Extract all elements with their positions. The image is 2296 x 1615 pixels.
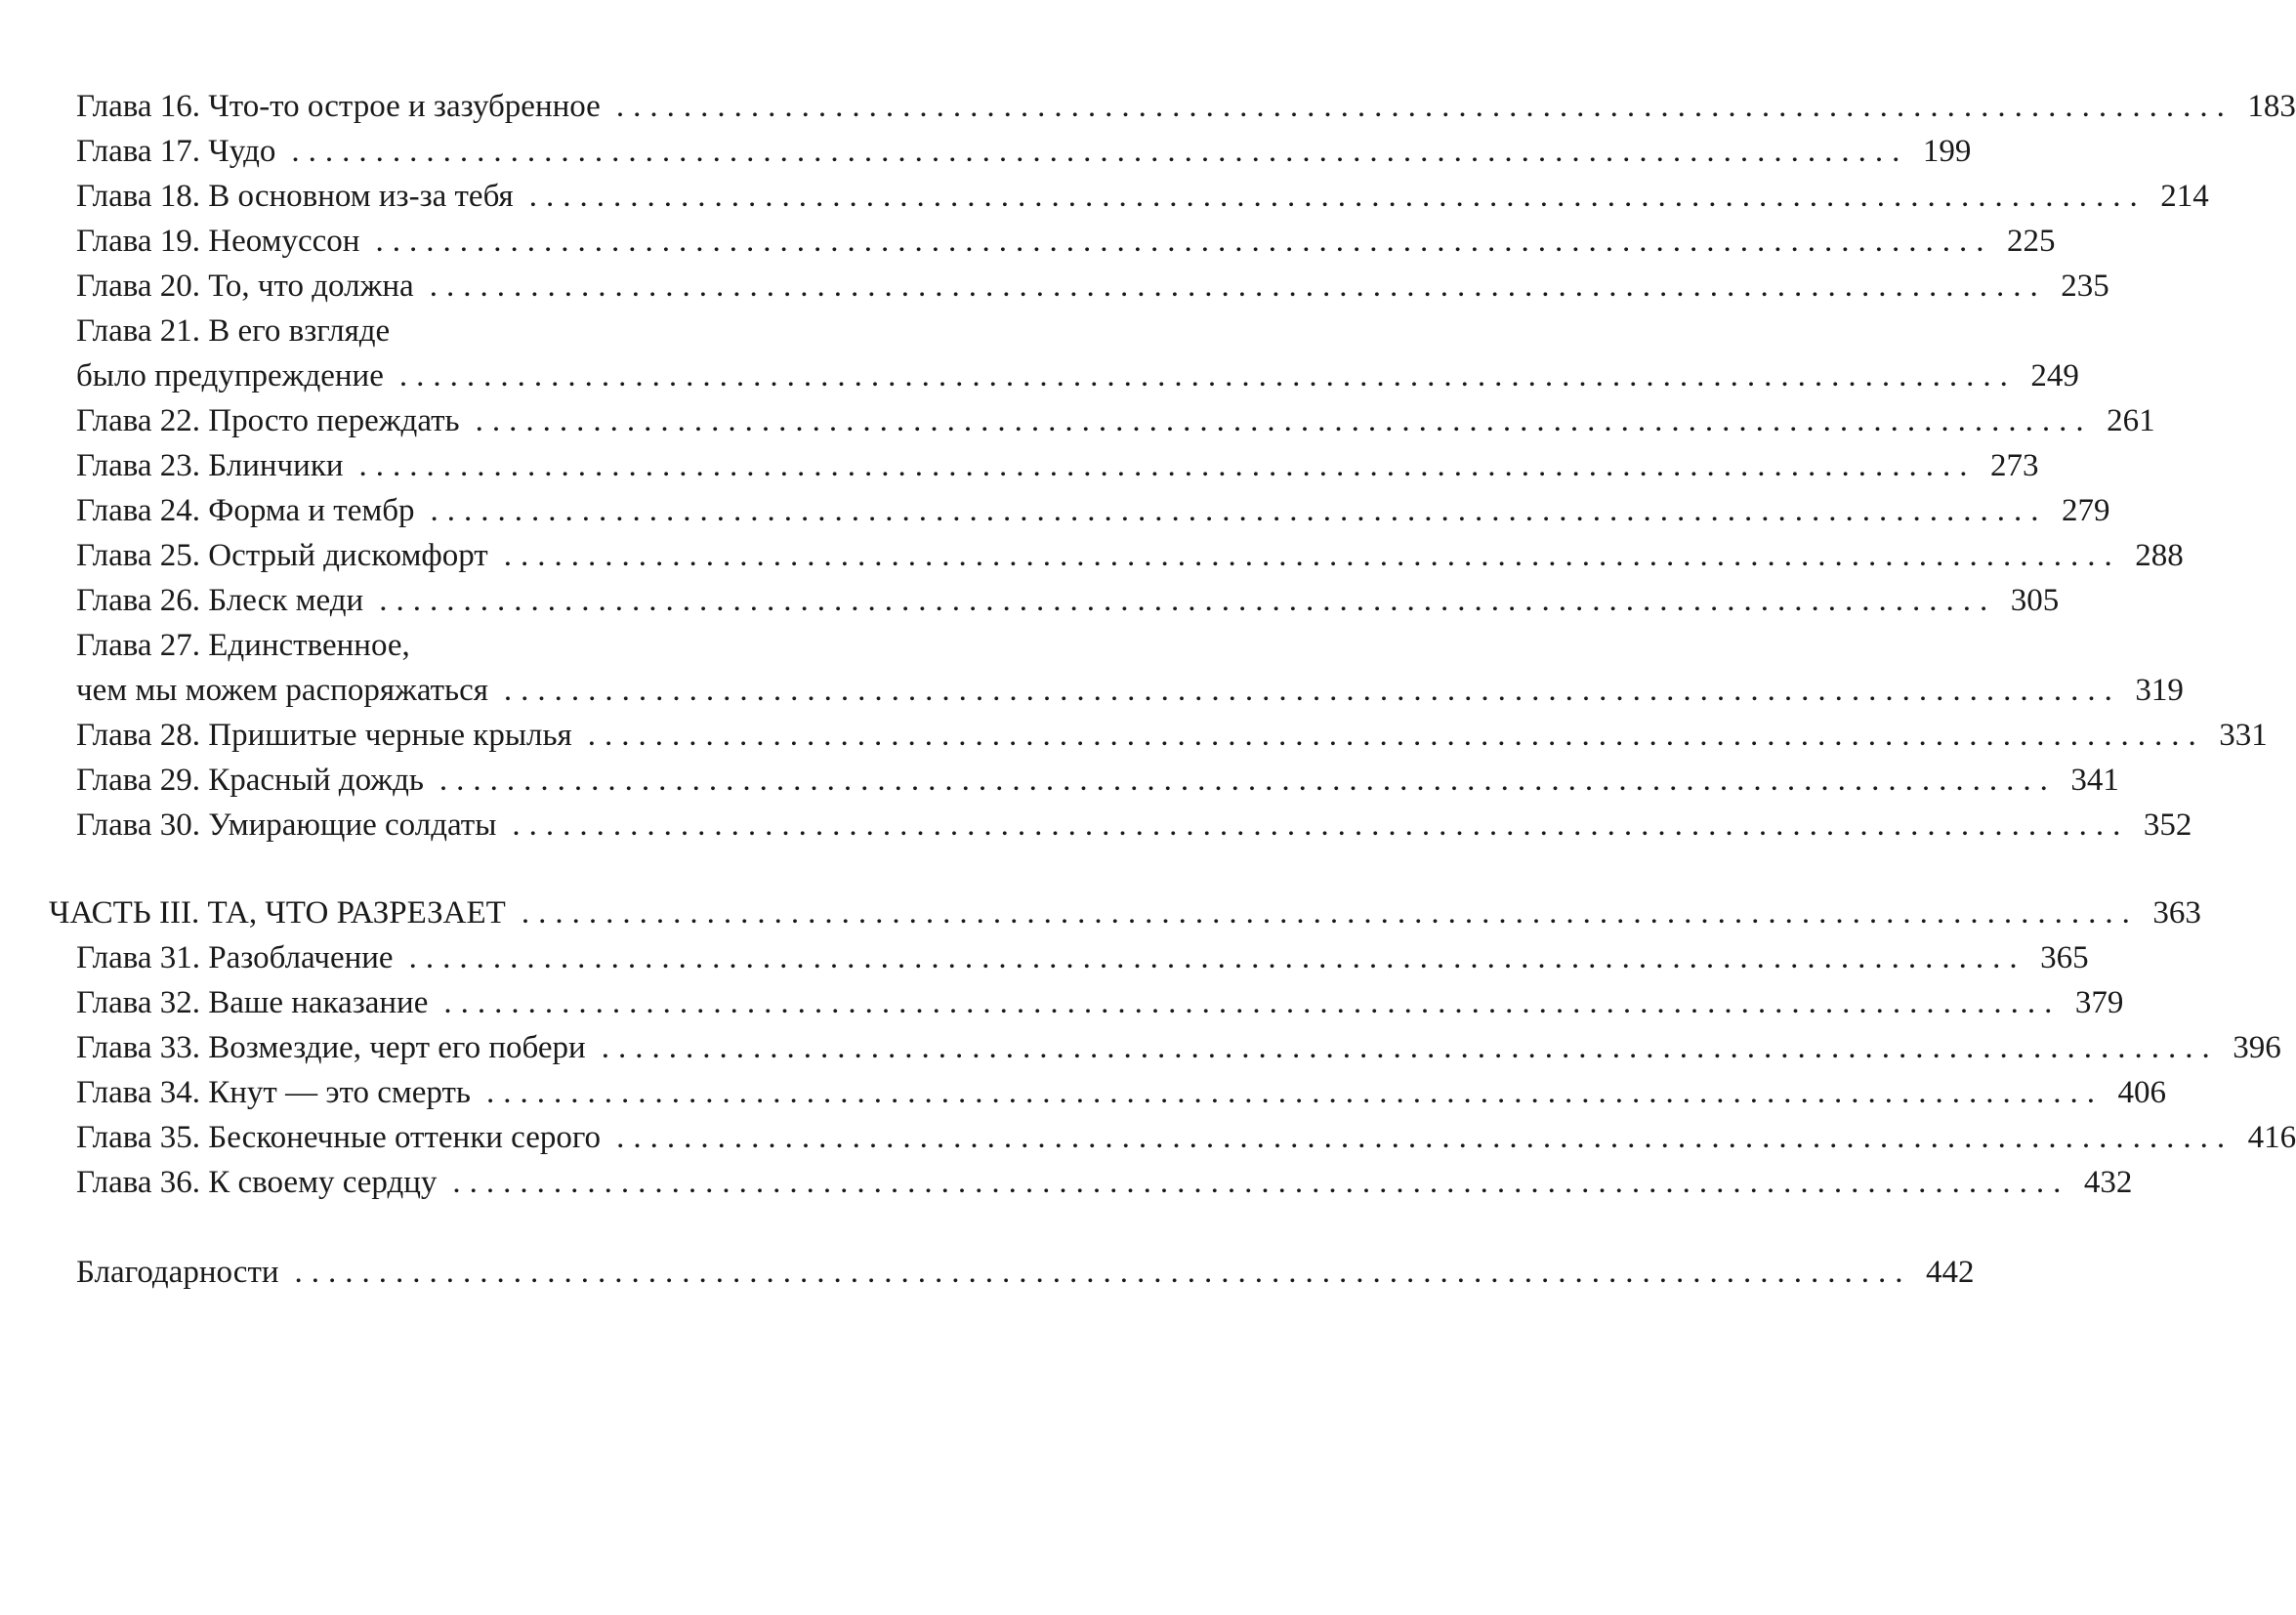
dot-leader: ................................................................................................ bbox=[443, 985, 2062, 1020]
toc-entry-title: Глава 33. Возмездие, черт его побери bbox=[76, 1030, 586, 1065]
toc-part-three bbox=[49, 890, 2201, 935]
toc-entry-title: чем мы можем распоряжаться bbox=[76, 673, 488, 708]
toc-page-number: 279 bbox=[2062, 493, 2110, 528]
toc-page-number: 261 bbox=[2107, 403, 2155, 438]
dot-leader: ................................................................................................ bbox=[375, 224, 1993, 259]
toc-entry-title: Глава 19. Неомуссон bbox=[76, 224, 360, 259]
toc-entry bbox=[76, 174, 2209, 219]
toc-page-number: 432 bbox=[2083, 1165, 2133, 1200]
toc-page-number: 319 bbox=[2135, 673, 2184, 708]
toc-page-number: 199 bbox=[1922, 134, 1972, 169]
toc-entry-title: Глава 23. Блинчики bbox=[76, 448, 344, 483]
toc-entry-ch21 bbox=[76, 353, 2079, 398]
dot-leader: ................................................................................................ bbox=[475, 403, 2093, 438]
toc-entry-title: Глава 28. Пришитые черные крылья bbox=[76, 718, 572, 753]
toc-entry bbox=[76, 219, 2056, 264]
chapters-28-30 bbox=[76, 713, 2268, 848]
toc-entry bbox=[76, 398, 2155, 443]
toc-page-number: 416 bbox=[2247, 1120, 2296, 1155]
toc-entry-ch27 bbox=[76, 668, 2184, 713]
toc-entry-title: Глава 17. Чудо bbox=[76, 134, 276, 169]
toc-entry bbox=[76, 1160, 2133, 1205]
dot-leader: ................................................................................................ bbox=[616, 1120, 2234, 1155]
toc-entry-title: Глава 29. Красный дождь bbox=[76, 763, 424, 798]
dot-leader: ................................................................................................ bbox=[503, 538, 2121, 573]
toc-page-number: 225 bbox=[2006, 224, 2056, 259]
dot-leader: ................................................................................................ bbox=[452, 1165, 2070, 1200]
toc-entry-title: Глава 18. В основном из-за тебя bbox=[76, 179, 514, 214]
toc-page-number: 288 bbox=[2135, 538, 2184, 573]
toc-entry-title: Глава 21. В его взгляде bbox=[76, 313, 391, 349]
chapters-16-20 bbox=[76, 84, 2296, 309]
toc-entry-title: Глава 16. Что-то острое и зазубренное bbox=[76, 89, 601, 124]
toc-page-number: 305 bbox=[2010, 583, 2060, 618]
toc-entry bbox=[76, 935, 2089, 980]
dot-leader: ................................................................................................ bbox=[291, 134, 1909, 169]
toc-entry-title: Глава 35. Бесконечные оттенки серого bbox=[76, 1120, 602, 1155]
toc-entry bbox=[76, 980, 2124, 1025]
toc-entry-title: Глава 26. Блеск меди bbox=[76, 583, 364, 618]
toc-entry bbox=[76, 264, 2109, 309]
toc-entry-title: Глава 36. К своему сердцу bbox=[76, 1165, 438, 1200]
dot-leader: ................................................................................................ bbox=[521, 895, 2139, 931]
dot-leader: ................................................................................................ bbox=[438, 763, 2057, 798]
toc-acknowledgements bbox=[76, 1250, 1975, 1295]
table-of-contents bbox=[49, 84, 2296, 1295]
toc-page-number: 214 bbox=[2160, 179, 2209, 214]
dot-leader: ................................................................................................ bbox=[294, 1255, 1912, 1290]
toc-page-number: 273 bbox=[1990, 448, 2039, 483]
toc-entry-ch27-title-line bbox=[76, 623, 857, 668]
toc-page-number: 396 bbox=[2233, 1030, 2281, 1065]
dot-leader: ................................................................................................ bbox=[358, 448, 1977, 483]
toc-entry bbox=[76, 129, 1972, 174]
dot-leader: ................................................................................................ bbox=[503, 673, 2121, 708]
toc-page-number: 442 bbox=[1926, 1255, 1975, 1290]
dot-leader: ................................................................................................ bbox=[429, 269, 2047, 304]
dot-leader: ................................................................................................ bbox=[528, 179, 2147, 214]
toc-page-number: 365 bbox=[2040, 940, 2089, 975]
toc-page-number: 183 bbox=[2247, 89, 2296, 124]
toc-page-number: 406 bbox=[2117, 1075, 2166, 1110]
toc-entry-title: Глава 34. Кнут — это смерть bbox=[76, 1075, 471, 1110]
toc-entry bbox=[76, 443, 2039, 488]
toc-part-title: ЧАСТЬ III. ТА, ЧТО РАЗРЕЗАЕТ bbox=[49, 895, 506, 931]
toc-page-number: 235 bbox=[2061, 269, 2109, 304]
toc-page-number: 341 bbox=[2070, 763, 2119, 798]
dot-leader: ................................................................................................ bbox=[430, 493, 2048, 528]
toc-entry-title: Глава 25. Острый дискомфорт bbox=[76, 538, 488, 573]
toc-entry bbox=[76, 84, 2296, 129]
dot-leader: ................................................................................................ bbox=[408, 940, 2026, 975]
toc-entry bbox=[76, 578, 2060, 623]
toc-entry bbox=[76, 1070, 2166, 1115]
dot-leader: ................................................................................................ bbox=[398, 358, 2017, 393]
dot-leader: ................................................................................................ bbox=[615, 89, 2233, 124]
toc-entry bbox=[76, 803, 2192, 848]
toc-page-number: 249 bbox=[2030, 358, 2079, 393]
toc-entry bbox=[76, 1025, 2281, 1070]
toc-entry-title: Глава 27. Единственное, bbox=[76, 628, 410, 663]
toc-entry-title: Глава 24. Форма и тембр bbox=[76, 493, 415, 528]
toc-entry-ch21-title-line bbox=[76, 309, 857, 353]
dot-leader: ................................................................................................ bbox=[485, 1075, 2104, 1110]
toc-page-number: 331 bbox=[2219, 718, 2268, 753]
chapters-31-36 bbox=[76, 935, 2296, 1205]
toc-entry-title: Благодарности bbox=[76, 1255, 279, 1290]
toc-entry bbox=[76, 488, 2110, 533]
toc-entry-title: Глава 32. Ваше наказание bbox=[76, 985, 429, 1020]
toc-entry bbox=[76, 1115, 2296, 1160]
toc-entry bbox=[76, 533, 2184, 578]
dot-leader: ................................................................................................ bbox=[601, 1030, 2219, 1065]
toc-entry bbox=[76, 713, 2268, 758]
toc-page-number: 379 bbox=[2074, 985, 2124, 1020]
chapters-22-26 bbox=[76, 398, 2184, 623]
toc-page-number: 363 bbox=[2152, 895, 2201, 931]
toc-entry-title: Глава 31. Разоблачение bbox=[76, 940, 394, 975]
toc-page-number: 352 bbox=[2143, 808, 2192, 843]
toc-entry-title: Глава 22. Просто переждать bbox=[76, 403, 460, 438]
toc-entry-title: Глава 30. Умирающие солдаты bbox=[76, 808, 497, 843]
dot-leader: ................................................................................................ bbox=[512, 808, 2130, 843]
dot-leader: ................................................................................................ bbox=[587, 718, 2205, 753]
toc-entry-title: было предупреждение bbox=[76, 358, 384, 393]
dot-leader: ................................................................................................ bbox=[379, 583, 1997, 618]
toc-entry bbox=[76, 758, 2119, 803]
toc-entry-title: Глава 20. То, что должна bbox=[76, 269, 414, 304]
